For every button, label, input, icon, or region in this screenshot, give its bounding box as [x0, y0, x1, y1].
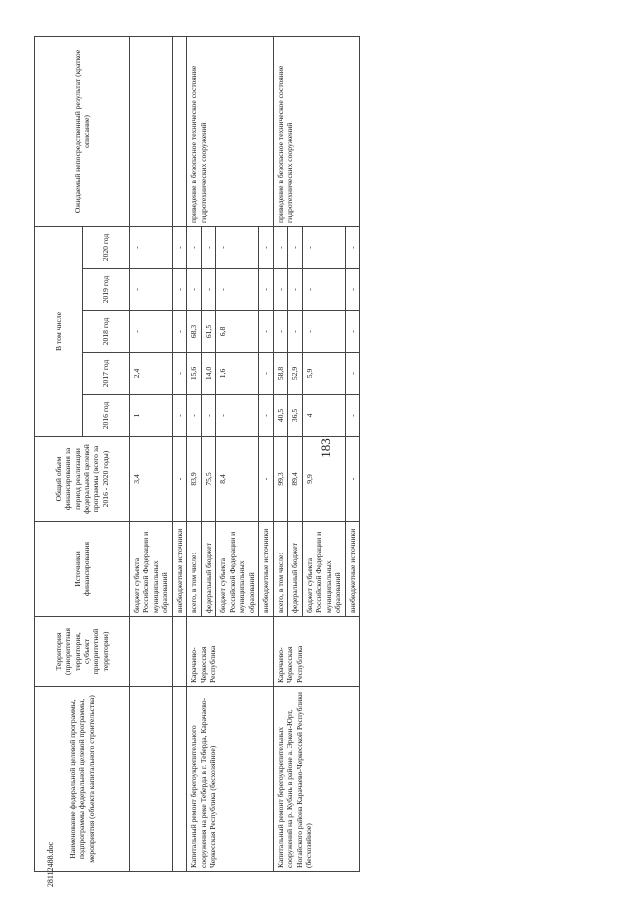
result-cell [130, 36, 173, 226]
source-cell: внебюджетные источники [172, 522, 186, 617]
y2020-cell: - [273, 226, 287, 268]
y2018-cell: 6,8 [216, 311, 259, 353]
y2019-cell: - [187, 269, 201, 311]
y2016-cell: - [201, 395, 215, 437]
object-result-cell: приведение в безопасное техническое состояние гидротехнических сооружений [187, 36, 273, 226]
y2020-cell: - [187, 226, 201, 268]
total-cell: 99,3 [273, 437, 287, 522]
table-row [172, 36, 186, 871]
result-cell [172, 36, 186, 226]
footer-doc-name: 28112488.doc [46, 841, 56, 888]
financing-table [34, 36, 360, 872]
territory-cell [172, 617, 186, 687]
y2017-cell: - [259, 353, 273, 395]
y2020-cell: - [130, 226, 173, 268]
source-cell: внебюджетные источники [259, 522, 273, 617]
header-territory: Территория (приоритетная территория, субъект приоритетной территории) [35, 617, 130, 687]
y2019-cell: - [273, 269, 287, 311]
y2020-cell: - [288, 226, 302, 268]
y2017-cell: - [172, 353, 186, 395]
source-cell: бюджет субъекта Российской Федерации и муниципальных образований [216, 522, 259, 617]
header-2017: 2017 год [82, 353, 130, 395]
y2020-cell: - [345, 226, 359, 268]
source-cell: федеральный бюджет [201, 522, 215, 617]
total-cell: 3,4 [130, 437, 173, 522]
y2018-cell: - [273, 311, 287, 353]
y2019-cell: - [201, 269, 215, 311]
total-cell: 8,4 [216, 437, 259, 522]
y2017-cell: 15,6 [187, 353, 201, 395]
header-total: Общий объем финансирования за период реализации федеральной целевой программы (всего за 2016 - 2020 годы) [35, 437, 130, 522]
y2016-cell: - [187, 395, 201, 437]
y2017-cell: 5,9 [302, 353, 345, 395]
source-cell: внебюджетные источники [345, 522, 359, 617]
y2017-cell: 14,0 [201, 353, 215, 395]
territory-cell [130, 617, 173, 687]
object-territory-cell: Карачаево-Черкесская Республика [187, 617, 273, 687]
header-2018: 2018 год [82, 311, 130, 353]
y2018-cell: - [259, 311, 273, 353]
total-cell: 75,5 [201, 437, 215, 522]
y2020-cell: - [259, 226, 273, 268]
y2018-cell: 61,5 [201, 311, 215, 353]
y2016-cell: - [216, 395, 259, 437]
table-row [187, 36, 201, 871]
header-2020: 2020 год [82, 226, 130, 268]
y2017-cell: 2,4 [130, 353, 173, 395]
y2020-cell: - [302, 226, 345, 268]
y2016-cell: - [259, 395, 273, 437]
header-sources: Источники финансирования [35, 522, 130, 617]
y2016-cell: 40,5 [273, 395, 287, 437]
rotated-table-container [34, 37, 360, 872]
table-row [273, 36, 287, 871]
y2018-cell: 68,3 [187, 311, 201, 353]
y2016-cell: 36,5 [288, 395, 302, 437]
table-row [130, 36, 173, 871]
y2018-cell: - [172, 311, 186, 353]
y2018-cell: - [288, 311, 302, 353]
total-cell: - [172, 437, 186, 522]
y2019-cell: - [130, 269, 173, 311]
y2018-cell: - [130, 311, 173, 353]
y2017-cell: 52,9 [288, 353, 302, 395]
total-cell: 89,4 [288, 437, 302, 522]
y2017-cell: 1,6 [216, 353, 259, 395]
y2019-cell: - [302, 269, 345, 311]
y2018-cell: - [345, 311, 359, 353]
y2020-cell: - [216, 226, 259, 268]
y2016-cell: - [172, 395, 186, 437]
source-cell: бюджет субъекта Российской Федерации и муниципальных образований [302, 522, 345, 617]
page-number: 183 [317, 438, 333, 458]
total-cell: 9,9 [302, 437, 345, 522]
y2019-cell: - [172, 269, 186, 311]
header-result: Ожидаемый непосредственный результат (краткое описание) [35, 36, 130, 226]
y2020-cell: - [172, 226, 186, 268]
y2019-cell: - [259, 269, 273, 311]
y2019-cell: - [345, 269, 359, 311]
name-cell [130, 687, 173, 872]
object-name-cell: Капитальный ремонт берегоукрепительных сооружений на р. Кубань в районе а. Эркен-Юрт, Ногайского района Карачаево-Черкесской Республики (бесхозяйное) [273, 687, 359, 872]
y2018-cell: - [302, 311, 345, 353]
y2020-cell: - [201, 226, 215, 268]
header-name: Наименование федеральной целевой программы, подпрограммы федеральной целевой программы, мероприятия (объекта капитального строительства) [35, 687, 130, 872]
header-2016: 2016 год [82, 395, 130, 437]
object-name-cell: Капитальный ремонт берегоукрепительного сооружения на реке Теберда в г. Теберда, Карачаево-Черкесская Республика (бесхозяйное) [187, 687, 273, 872]
y2016-cell: 1 [130, 395, 173, 437]
source-cell: бюджет субъекта Российской Федерации и муниципальных образований [130, 522, 173, 617]
source-cell: федеральный бюджет [288, 522, 302, 617]
object-result-cell: приведение в безопасное техническое состояние гидротехнических сооружений [273, 36, 359, 226]
header-including: В том числе [35, 226, 83, 436]
object-territory-cell: Карачаево-Черкесская Республика [273, 617, 359, 687]
total-cell: - [259, 437, 273, 522]
y2016-cell: - [345, 395, 359, 437]
y2017-cell: 58,8 [273, 353, 287, 395]
y2016-cell: 4 [302, 395, 345, 437]
total-cell: - [345, 437, 359, 522]
total-cell: 83,9 [187, 437, 201, 522]
source-cell: всего, в том числе: [273, 522, 287, 617]
name-cell [172, 687, 186, 872]
y2017-cell: - [345, 353, 359, 395]
y2019-cell: - [288, 269, 302, 311]
source-cell: всего, в том числе: [187, 522, 201, 617]
header-2019: 2019 год [82, 269, 130, 311]
y2019-cell: - [216, 269, 259, 311]
